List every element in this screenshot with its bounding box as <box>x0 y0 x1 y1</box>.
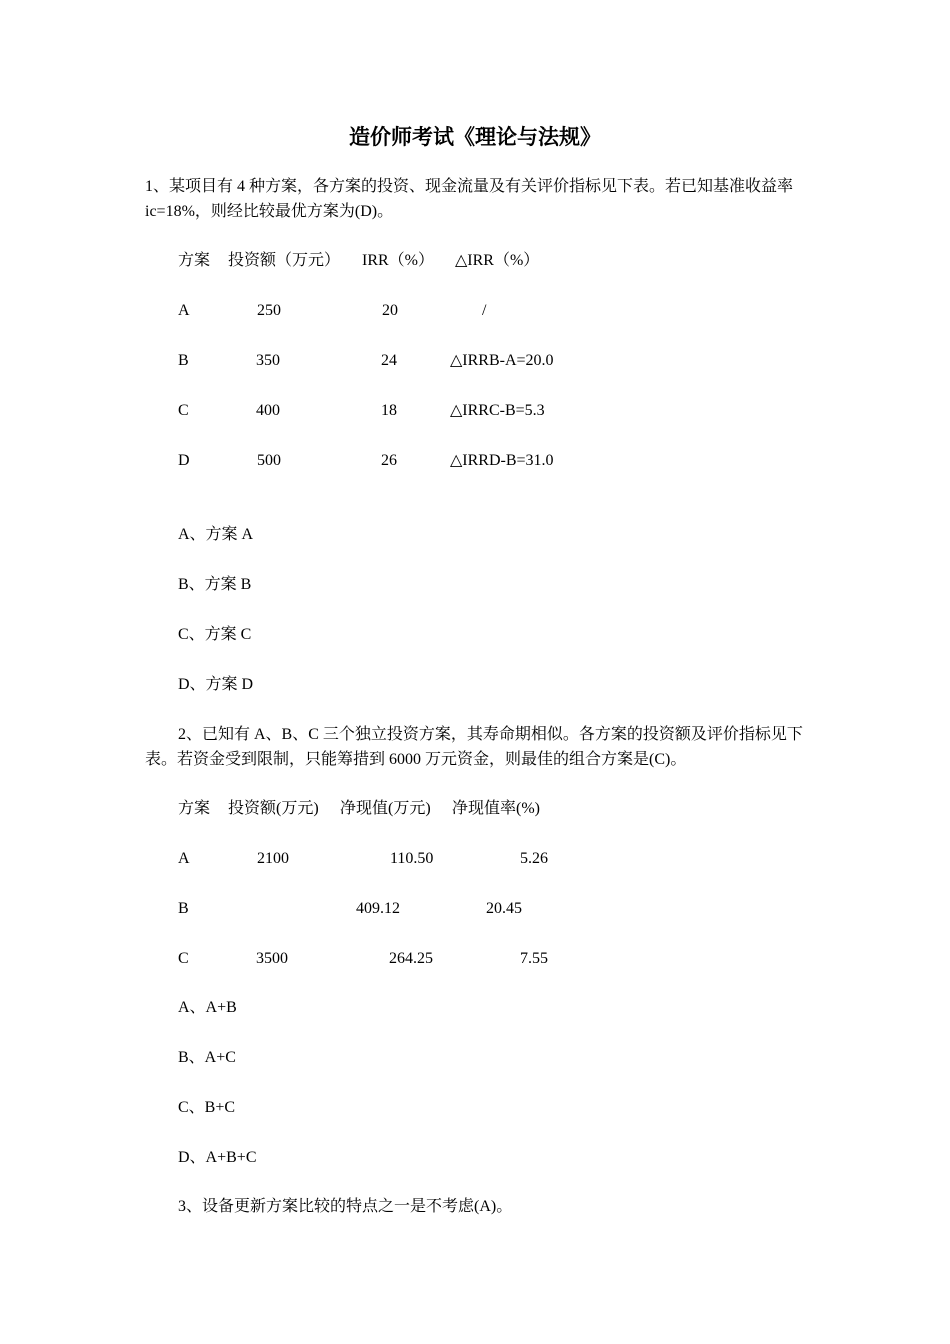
q1-option-a: A、方案 A <box>178 526 254 543</box>
q2-row-c-npvr: 7.55 <box>520 950 548 967</box>
q2-header-scheme: 方案 <box>178 800 211 817</box>
q1-row-a-delta: / <box>482 302 487 319</box>
q2-header-npv: 净现值(万元) <box>340 800 431 817</box>
q1-row-d-investment: 500 <box>257 452 281 469</box>
q1-row-a-irr: 20 <box>382 302 398 319</box>
q1-row-d-delta: △IRRD-B=31.0 <box>450 452 554 469</box>
question-2-text: 2、已知有 A、B、C 三个独立投资方案，其寿命期相似。各方案的投资额及评价指标见下表。若资金受到限制，只能筹措到 6000 万元资金，则最佳的组合方案是(C)。 <box>145 726 803 768</box>
q2-option-d: D、A+B+C <box>178 1149 257 1166</box>
q2-row-a-npvr: 5.26 <box>520 850 548 867</box>
q2-option-b: B、A+C <box>178 1049 236 1066</box>
q1-row-a-scheme: A <box>178 302 190 319</box>
q1-row-b-investment: 350 <box>256 352 280 369</box>
question-3-text: 3、设备更新方案比较的特点之一是不考虑(A)。 <box>178 1198 513 1215</box>
q1-header-investment: 投资额（万元） <box>228 252 341 269</box>
q2-option-c: C、B+C <box>178 1099 236 1116</box>
q2-row-c-investment: 3500 <box>256 950 288 967</box>
q1-header-irr: IRR（%） <box>362 252 435 269</box>
q1-row-c-investment: 400 <box>256 402 280 419</box>
q1-row-d-scheme: D <box>178 452 190 469</box>
q1-row-a-investment: 250 <box>257 302 281 319</box>
q1-row-b-delta: △IRRB-A=20.0 <box>450 352 554 369</box>
q1-row-c-delta: △IRRC-B=5.3 <box>450 402 545 419</box>
q2-option-a: A、A+B <box>178 999 237 1016</box>
q1-row-c-scheme: C <box>178 402 189 419</box>
question-1-text: 1、某项目有 4 种方案，各方案的投资、现金流量及有关评价指标见下表。若已知基准收益率 ic=18%，则经比较最优方案为(D)。 <box>145 178 794 220</box>
document-title: 造价师考试《理论与法规》 <box>349 125 601 149</box>
q2-row-a-investment: 2100 <box>257 850 289 867</box>
q1-option-c: C、方案 C <box>178 626 252 643</box>
q1-option-b: B、方案 B <box>178 576 252 593</box>
q2-row-b-npvr: 20.45 <box>486 900 522 917</box>
q2-row-c-scheme: C <box>178 950 189 967</box>
q2-row-b-scheme: B <box>178 900 189 917</box>
q2-header-investment: 投资额(万元) <box>228 800 319 817</box>
q1-row-b-irr: 24 <box>381 352 397 369</box>
q2-row-b-npv: 409.12 <box>356 900 400 917</box>
q1-row-c-irr: 18 <box>381 402 397 419</box>
q1-option-d: D、方案 D <box>178 676 254 693</box>
q2-row-c-npv: 264.25 <box>389 950 433 967</box>
q1-row-d-irr: 26 <box>381 452 397 469</box>
q1-row-b-scheme: B <box>178 352 189 369</box>
q1-header-delta-irr: △IRR（%） <box>455 252 540 269</box>
q2-row-a-scheme: A <box>178 850 190 867</box>
q2-header-npvr: 净现值率(%) <box>452 800 540 817</box>
q1-header-scheme: 方案 <box>178 252 211 269</box>
q2-row-a-npv: 110.50 <box>390 850 434 867</box>
